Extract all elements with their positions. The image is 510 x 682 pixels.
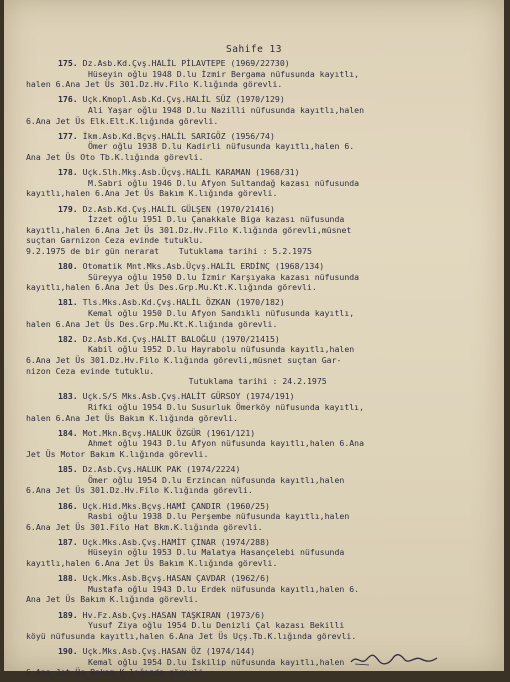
entry <box>4 58 504 90</box>
entry-number: 185. <box>58 464 78 475</box>
entry-title: Dz.Asb.Kd.Çvş.HALİL GÜLŞEN (1970/21416) <box>82 203 275 214</box>
entry-title: Dz.Asb.Kd.Çvş.HALİL PİLAVTEPE (1969/22730) <box>82 58 290 68</box>
entry-line: Hüseyin oğlu 1948 D.lu İzmir Bergama nüfusunda kayıtlı, <box>88 68 360 79</box>
entry-line: Ali Yaşar oğlu 1948 D.lu Nazilli nüfusunda kayıtlı,halen <box>88 104 365 115</box>
entry-heading <box>4 167 504 178</box>
entry-line: Ahmet oğlu 1943 D.lu Afyon nüfusunda kayıtlı,halen 6.Ana <box>88 438 365 449</box>
entry-number: 181. <box>58 297 78 308</box>
entry <box>4 131 504 163</box>
entry-number: 182. <box>58 333 78 344</box>
entry <box>4 537 504 569</box>
entry-heading <box>4 610 504 621</box>
entry-number: 178. <box>58 167 78 178</box>
entry-line: 6.Ana Jet Üs 301.Dz.Hv.Filo K.lığında görevli. <box>26 485 253 496</box>
entry-line: Rasbi oğlu 1938 D.lu Perşembe nüfusunda kayıtlı,halen <box>88 511 350 522</box>
entry-line: halen 6.Ana Jet Üs Bakım K.lığında görevli. <box>26 412 238 423</box>
entry <box>4 391 504 423</box>
entry-line: Ana Jet Üs Bakım K.lığında görevli. <box>26 594 199 605</box>
signature <box>349 650 439 668</box>
entry-number: 175. <box>58 58 78 68</box>
entry-heading <box>4 464 504 475</box>
entry-number: 186. <box>58 500 78 511</box>
entry-line: halen 6.Ana Jet Üs Des.Grp.Mu.Kt.K.lığında görevli. <box>26 318 278 329</box>
entry-title: Otomatik Mnt.Mks.Asb.Üçvş.HALİL ERDİNÇ (1968/134) <box>82 261 325 272</box>
entry-line: 6.Ana Jet Üs Elk.Elt.K.lığında görevli. <box>26 115 219 126</box>
entry-line: Hüseyin oğlu 1953 D.lu Malatya Hasançelebi nüfusunda <box>88 547 345 558</box>
entry-line: 6.Ana Jet Üs 301.Dz.Hv.Filo K.lığında görevli,müsnet suçtan Gar- <box>26 355 342 365</box>
entry-number: 190. <box>58 646 78 656</box>
entry-heading <box>4 261 504 272</box>
entry-title: Hv.Fz.Asb.Çvş.HASAN TAŞKIRAN (1973/6) <box>82 609 266 620</box>
entry-line: M.Sabri oğlu 1946 D.lu Afyon Sultandağ kazası nüfusunda <box>88 177 360 188</box>
page-header: Sahife 13 <box>226 44 282 55</box>
entry-list <box>4 58 504 682</box>
entry-heading <box>4 391 504 402</box>
entry-title: Uçk.Mks.Asb.Bçvş.HASAN ÇAVDAR (1962/6) <box>82 573 270 584</box>
entry-line: 9.2.1975 de bir gün nerarat Tutuklama tarihi : 5.2.1975 <box>26 245 312 256</box>
document-page <box>4 0 504 678</box>
entry-title: Dz.Asb.Kd.Çvş.HALİT BALOĞLU (1970/21415) <box>82 333 280 344</box>
entry-line: köyü nüfusunda kayıtlı,halen 6.Ana Jet Üs Uçş.Tb.K.lığında görevli. <box>26 630 357 641</box>
entry-line: Tutuklama tarihi : 24.2.1975 <box>26 376 327 387</box>
entry-title: Uçk.Kmopl.Asb.Kd.Çvş.HALİL SÜZ (1970/129) <box>82 94 285 105</box>
entry-title: Mot.Mkn.Bçvş.HALUK ÖZGÜR (1961/121) <box>82 427 256 438</box>
entry <box>4 464 504 496</box>
entry-title: Dz.Asb.Çvş.HALUK PAK (1974/2224) <box>82 464 241 475</box>
entry-title: Tls.Mks.Asb.Kd.Çvş.HALİL ÖZKAN (1970/182) <box>82 297 285 308</box>
entry-heading <box>4 501 504 512</box>
entry-number: 188. <box>58 573 78 584</box>
entry-line: Yusuf Ziya oğlu 1954 D.lu Denizli Çal kazası Bekilli <box>88 620 345 631</box>
entry-line: kayıtlı,halen 6.Ana Jet Üs Bakım K.lığında görevli. <box>26 188 278 199</box>
entry-title: Uçk.Mks.Asb.Çvş.HASAN ÖZ (1974/144) <box>82 646 256 656</box>
entry-heading <box>4 428 504 439</box>
entry-heading <box>4 131 504 142</box>
entry-line: nizon Ceza evinde tutuklu. <box>26 365 155 376</box>
entry-line: İzzet oğlu 1951 D.lu Çanakkale Biga kazası nüfusunda <box>88 214 345 225</box>
entry <box>4 94 504 126</box>
entry-line: Rifki oğlu 1954 D.lu Susurluk Ömerköy nüfusunda kayıtlı, <box>88 401 365 412</box>
entry-number: 184. <box>58 427 78 438</box>
entry-line: kayıtlı,halen 6.Ana Jet Üs Bakım K.lığında görevli. <box>26 558 278 569</box>
entry-line: Jet Üs Motor Bakım K.lığında görevli. <box>26 448 209 459</box>
entry-line: 6.Ana Jet Üs Bakım K.lığında görevli. <box>26 667 209 678</box>
entry-number: 177. <box>58 130 78 141</box>
entry-title: Uçk.Mks.Asb.Çvş.HAMİT ÇINAR (1974/288) <box>82 536 270 547</box>
entry-number: 189. <box>58 609 78 620</box>
entry <box>4 334 504 387</box>
entry <box>4 261 504 293</box>
entry-title: Uçk.Slh.Mkş.Asb.Üçvş.HALİL KARAMAN (1968/31) <box>82 167 300 178</box>
entry-line: Ömer oğlu 1938 D.lu Kadirli nüfusunda kayıtlı,halen 6. <box>88 141 355 152</box>
entry <box>4 501 504 533</box>
entry-line: suçtan Garnizon Ceza evinde tutuklu. <box>26 235 204 246</box>
entry-line: Kemal oğlu 1954 D.lu İskilip nüfusunda kayıtlı,halen <box>88 656 345 667</box>
entry-title: Uçk.S/S Mks.Asb.Çvş.HALİT GÜRSOY (1974/191) <box>82 391 295 402</box>
entry-line: Süreyya oğlu 1950 D.lu İzmir Karşıyaka kazası nüfusunda <box>88 271 360 282</box>
entry-line: Ömer oğlu 1954 D.lu Erzincan nüfusunda kayıtlı,halen <box>88 474 345 485</box>
entry-heading <box>4 334 504 345</box>
entry-heading <box>4 204 504 215</box>
entry-number: 180. <box>58 261 78 272</box>
entry-heading <box>4 573 504 584</box>
entry-line: halen 6.Ana Jet Üs 301.Dz.Hv.Filo K.lığında görevli. <box>26 79 283 90</box>
entry <box>4 428 504 460</box>
entry-line: 6.Ana Jet Üs 301.Filo Hat Bkm.K.lığında görevli. <box>26 521 263 532</box>
entry <box>4 204 504 257</box>
entry-number: 187. <box>58 536 78 547</box>
entry-number: 176. <box>58 94 78 105</box>
entry-line: Ana Jet Üs Oto Tb.K.lığında görevli. <box>26 151 204 162</box>
entry-heading <box>4 537 504 548</box>
entry-heading <box>4 58 504 69</box>
entry-line: kayıtlı,halen 6.Ana Jet Üs Des.Grp.Mu.Kt.K.lığında görevli. <box>26 282 317 293</box>
entry-heading <box>4 297 504 308</box>
entry <box>4 610 504 642</box>
entry-title: İkm.Asb.Kd.Bçvş.HALİL SARIGÖZ (1956/74) <box>82 130 275 141</box>
entry <box>4 297 504 329</box>
entry <box>4 167 504 199</box>
entry-line: kayıtlı,halen 6.Ana Jet Üs 301.Dz.Hv.Filo K.lığında görevli,müsnet <box>26 224 352 235</box>
entry-number: 179. <box>58 203 78 214</box>
entry-line: Mustafa oğlu 1943 D.lu Erdek nüfusunda kayıtlı,halen 6. <box>88 583 360 594</box>
entry-title: Uçk.Hid.Mks.Bçvş.HAMİ ÇANDIR (1960/25) <box>82 500 270 511</box>
entry-heading <box>4 94 504 105</box>
entry-number: 183. <box>58 391 78 402</box>
entry <box>4 573 504 605</box>
entry-line: Kemal oğlu 1950 D.lu Afyon Sandıklı nüfusunda kayıtlı, <box>88 308 355 319</box>
entry-line: Kabil oğlu 1952 D.lu Hayrabolu nüfusunda kayıtlı,halen <box>88 344 355 355</box>
